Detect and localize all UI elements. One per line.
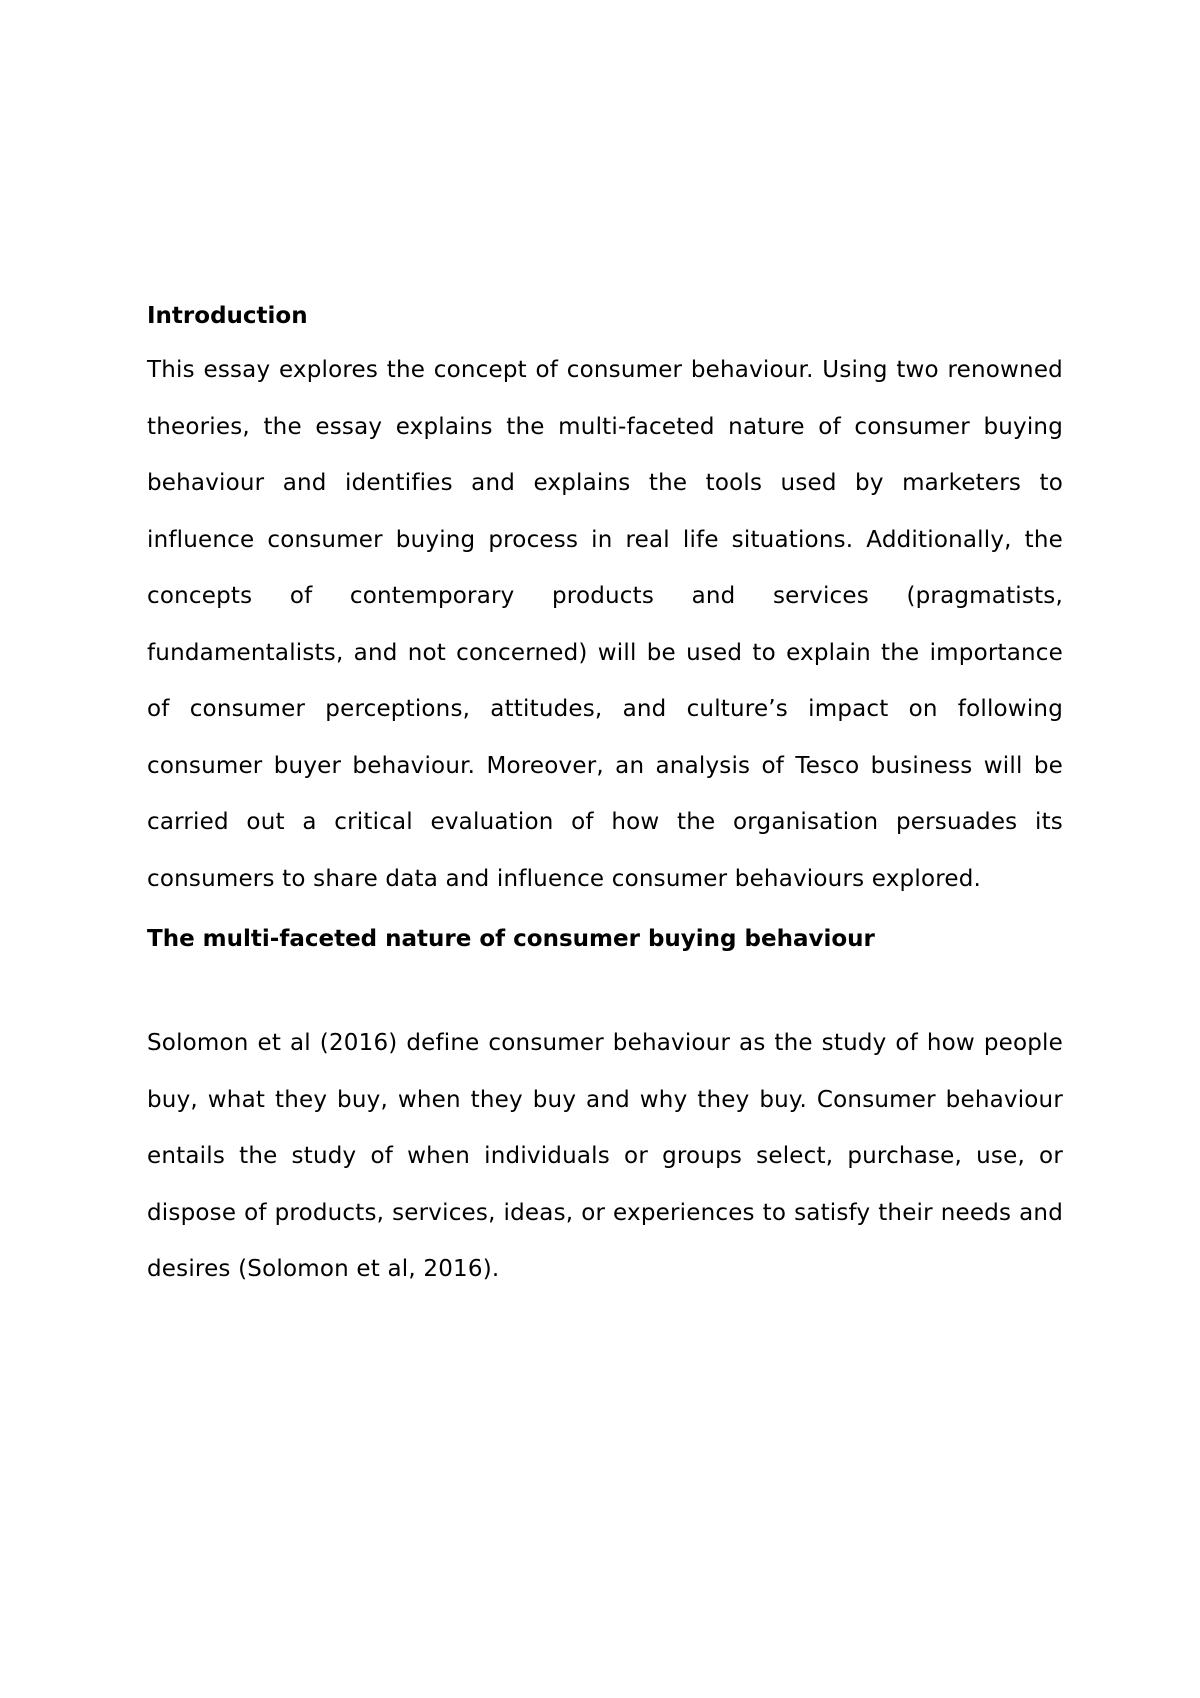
introduction-heading: Introduction bbox=[147, 303, 308, 329]
section-heading: The multi-faceted nature of consumer buying behaviour bbox=[147, 926, 875, 952]
document-page bbox=[147, 296, 1063, 1298]
introduction-paragraph: This essay explores the concept of consumer behaviour. Using two renowned theories, the essay explains the multi-faceted nature of consumer buying behaviour and identifies and explains the tools used by marketers to influence consumer buying process in real life situations. Additionally, the concepts of contemporary products and services (pragmatists, fundamentalists, and not concerned) will be used to explain the importance of consumer perceptions, attitudes, and culture’s impact on following consumer buyer behaviour. Moreover, an analysis of Tesco business will be carried out a critical evaluation of how the organisation persuades its consumers to share data and influence consumer behaviours explored. bbox=[147, 357, 1063, 892]
section-paragraph: Solomon et al (2016) define consumer behaviour as the study of how people buy, what they buy, when they buy and why they buy. Consumer behaviour entails the study of when individuals or groups select, purchase, use, or dispose of products, services, ideas, or experiences to satisfy their needs and desires (Solomon et al, 2016). bbox=[147, 1030, 1063, 1282]
